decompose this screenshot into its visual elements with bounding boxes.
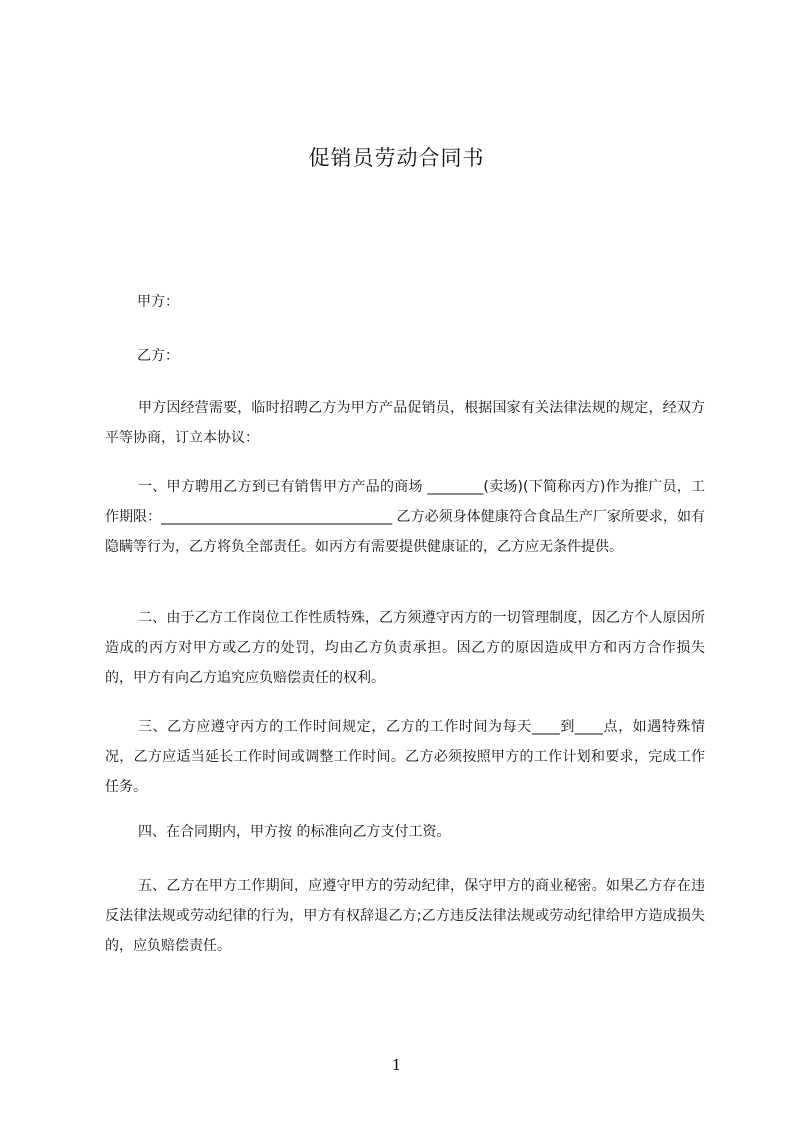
page-number: 1 [391, 1056, 402, 1074]
party-b-label: 乙方： [137, 348, 179, 364]
clause-2: 二、由于乙方工作岗位工作性质特殊，乙方须遵守丙方的一切管理制度，因乙方个人原因所造成的丙方对甲方或乙方的处罚，均由乙方负责承担。因乙方的原因造成甲方和丙方合作损失的，甲方有向乙方追究应负赔偿责任的权利。 [105, 610, 705, 686]
clause-3: 三、乙方应遵守丙方的工作时间规定，乙方的工作时间为每天____到____点，如遇特殊情况，乙方应适当延长工作时间或调整工作时间。乙方必须按照甲方的工作计划和要求，完成工作任务。 [105, 719, 705, 795]
clause-1: 一、甲方聘用乙方到已有销售甲方产品的商场 ________(卖场)(下简称丙方)作为推广员，工作期限：_________________________________ 乙方必须身体健康符合食品生产厂家所要求，如有隐瞒等行为，乙方将负全部责任。如丙方有需要提供健康证的，乙方应无条件提供。 [105, 479, 705, 555]
document-title: 促销员劳动合同书 [308, 146, 485, 170]
clause-5: 五、乙方在甲方工作期间，应遵守甲方的劳动纪律，保守甲方的商业秘密。如果乙方存在违反法律法规或劳动纪律的行为，甲方有权辞退乙方;乙方违反法律法规或劳动纪律给甲方造成损失的，应负赔偿责任。 [105, 878, 705, 954]
party-a-label: 甲方： [137, 294, 179, 310]
clause-4: 四、在合同期内，甲方按 的标准向乙方支付工资。 [138, 824, 451, 840]
intro-paragraph: 甲方因经营需要，临时招聘乙方为甲方产品促销员，根据国家有关法律法规的规定，经双方平等协商，订立本协议： [105, 400, 705, 446]
